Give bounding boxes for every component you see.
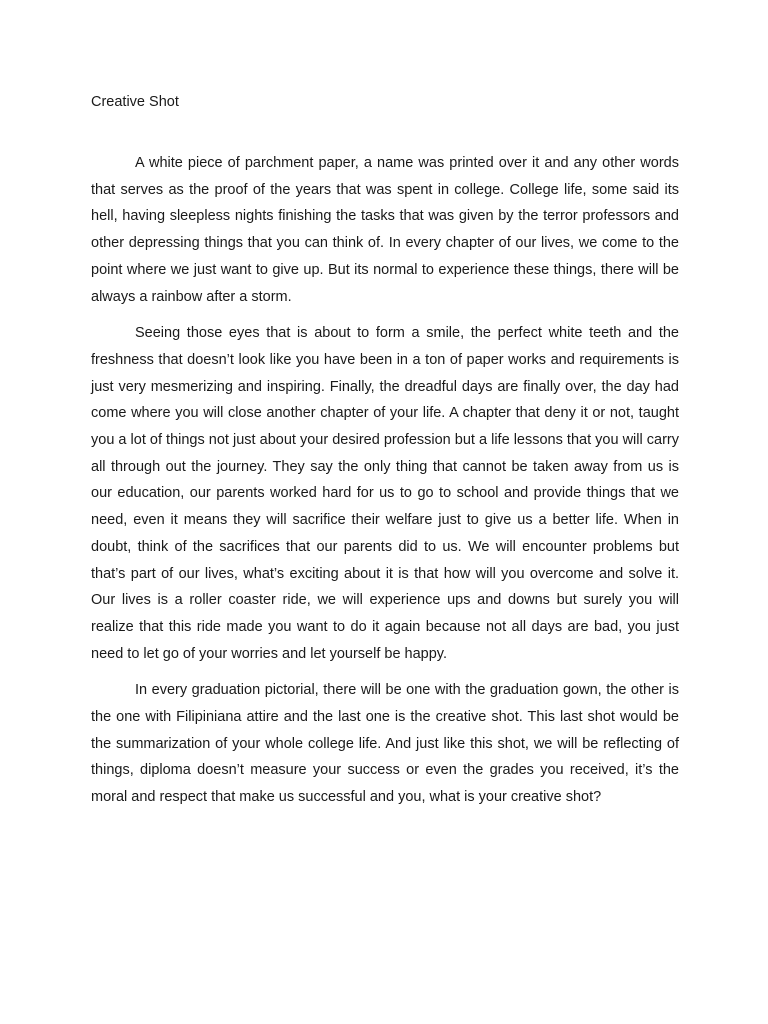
- paragraph-1: A white piece of parchment paper, a name was printed over it and any other words that serves as the proof of the years that was spent in college. College life, some said its hell, having sleepless nights finishing the tasks that was given by the terror professors and other depressing things that you can think of. In every chapter of our lives, we come to the point where we just want to give up. But its normal to experience these things, there will be always a rainbow after a storm.: [91, 155, 679, 305]
- document-body: [91, 150, 679, 821]
- paragraph-3: In every graduation pictorial, there will be one with the graduation gown, the other is the one with Filipiniana attire and the last one is the creative shot. This last shot would be the summarization of your whole college life. And just like this shot, we will be reflecting of things, diploma doesn’t measure your success or even the grades you received, it’s the moral and respect that make us successful and you, what is your creative shot?: [91, 682, 679, 806]
- paragraph-2: Seeing those eyes that is about to form a smile, the perfect white teeth and the freshness that doesn’t look like you have been in a ton of paper works and requirements is just very mesmerizing and inspiring. Finally, the dreadful days are finally over, the day had come where you will close another chapter of your life. A chapter that deny it or not, taught you a lot of things not just about your desired profession but a life lessons that you will carry all through out the journey. They say the only thing that cannot be taken away from us is our education, our parents worked hard for us to go to school and provide things that we need, even it means they will sacrifice their welfare just to give us a better life. When in doubt, think of the sacrifices that our parents did to us. We will encounter problems but that’s part of our lives, what’s exciting about it is that how will you overcome and solve it. Our lives is a roller coaster ride, we will experience ups and downs but surely you will realize that this ride made you want to do it again because not all days are bad, you just need to let go of your worries and let yourself be happy.: [91, 325, 679, 662]
- document-title: Creative Shot: [91, 94, 179, 110]
